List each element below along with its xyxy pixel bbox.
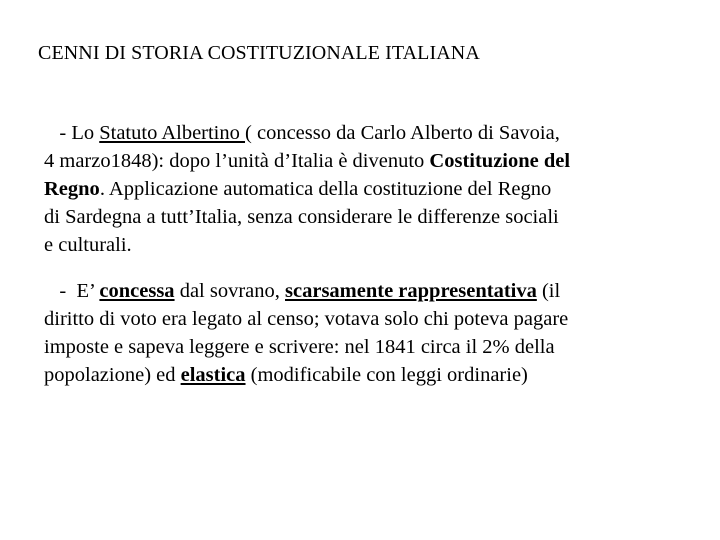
paragraph-line <box>44 277 684 305</box>
paragraph-line <box>44 147 684 175</box>
statuto-albertino-underlined: Statuto Albertino <box>99 122 246 144</box>
text-segment: dal sovrano, <box>174 280 286 302</box>
paragraph-line: di Sardegna a tutt’Italia, senza considerare le differenze sociali <box>44 206 559 228</box>
text-segment: ( concesso da Carlo Alberto di Savoia, <box>245 122 560 144</box>
text-segment: (modificabile con leggi ordinarie) <box>245 364 528 386</box>
paragraph-line <box>44 175 684 203</box>
concessa-emphasis: concessa <box>99 280 175 302</box>
text-segment: (il <box>536 280 561 302</box>
paragraph-statuto-albertino <box>44 119 684 259</box>
elastica-emphasis: elastica <box>180 364 246 386</box>
paragraph-line: e culturali. <box>44 234 132 256</box>
slide-title: CENNI DI STORIA COSTITUZIONALE ITALIANA <box>38 42 480 64</box>
text-segment: - Lo <box>44 122 100 144</box>
paragraph-line: diritto di voto era legato al censo; votava solo chi poteva pagare <box>44 308 569 330</box>
regno-bold: Regno <box>44 178 100 200</box>
costituzione-del-bold: Costituzione del <box>429 150 571 172</box>
paragraph-line <box>44 361 684 389</box>
text-segment: - E’ <box>44 280 100 302</box>
paragraph-line: imposte e sapeva leggere e scrivere: nel 1841 circa il 2% della <box>44 336 555 358</box>
text-segment: 4 marzo1848): dopo l’unità d’Italia è divenuto <box>44 150 430 172</box>
scarsamente-rappresentativa-emphasis: scarsamente rappresentativa <box>285 280 537 302</box>
paragraph-characteristics <box>44 277 684 389</box>
text-segment: . Applicazione automatica della costituzione del Regno <box>99 178 552 200</box>
paragraph-line <box>44 119 684 147</box>
text-segment: popolazione) ed <box>44 364 181 386</box>
